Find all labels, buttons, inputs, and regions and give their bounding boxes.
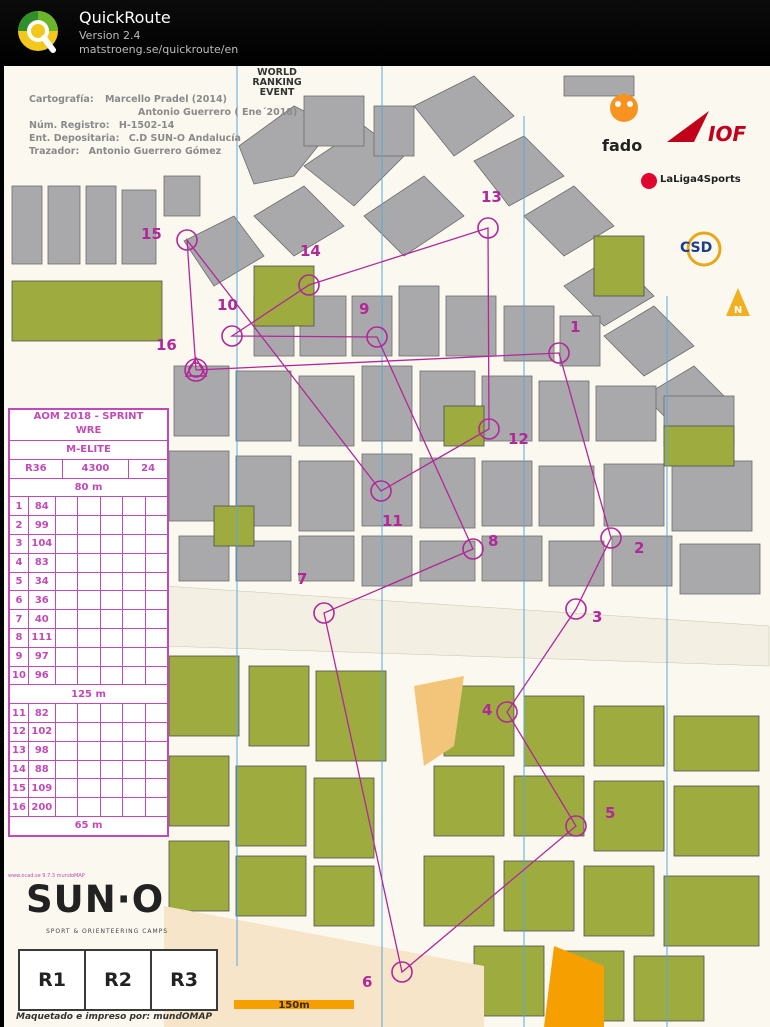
trazador-value: Antonio Guerrero Gómez xyxy=(88,146,222,157)
desc-symbol-cell xyxy=(123,610,145,628)
desc-symbol-cell xyxy=(146,629,167,647)
desc-symbol-cell xyxy=(146,667,167,685)
desc-row xyxy=(10,609,167,628)
desc-symbol-cell xyxy=(146,591,167,609)
desc-symbol-cell xyxy=(101,648,123,666)
desc-row xyxy=(10,515,167,534)
control-number-5: 5 xyxy=(605,804,616,822)
desc-row xyxy=(10,778,167,797)
desc-symbol-cell xyxy=(56,704,78,722)
desc-row-number: 15 xyxy=(10,779,29,797)
registro-value: H-1502-14 xyxy=(118,120,175,131)
desc-row-number: 16 xyxy=(10,798,29,816)
desc-symbol-cell xyxy=(101,761,123,779)
desc-symbol-cell xyxy=(101,704,123,722)
control-number-6: 6 xyxy=(362,973,373,991)
desc-symbol-cell xyxy=(56,779,78,797)
desc-symbol-cell xyxy=(56,516,78,534)
desc-mid-leg-length: 125 m xyxy=(71,688,106,700)
app-title: QuickRoute xyxy=(79,8,171,27)
desc-row-number: 12 xyxy=(10,723,29,741)
title-bar xyxy=(0,0,770,66)
desc-symbol-cell xyxy=(146,610,167,628)
desc-row xyxy=(10,553,167,572)
trazador-row xyxy=(29,146,221,157)
orienteering-map[interactable] xyxy=(4,66,770,1027)
desc-symbol-cell xyxy=(56,798,78,816)
desc-row-code: 98 xyxy=(29,742,56,760)
desc-symbol-cell xyxy=(146,573,167,591)
desc-symbol-cell xyxy=(78,742,100,760)
depositaria-row xyxy=(29,133,241,144)
desc-row-code: 104 xyxy=(29,535,56,553)
desc-row-code: 200 xyxy=(29,798,56,816)
desc-symbol-cell xyxy=(56,497,78,515)
desc-symbol-cell xyxy=(78,516,100,534)
scale-bar-label: 150m xyxy=(278,1000,310,1011)
desc-rows xyxy=(10,496,167,816)
desc-symbol-cell xyxy=(101,798,123,816)
desc-row-code: 102 xyxy=(29,723,56,741)
desc-finish-leg-length: 65 m xyxy=(74,820,103,832)
desc-symbol-cell xyxy=(101,497,123,515)
desc-course: R36 xyxy=(10,460,63,478)
desc-symbol-cell xyxy=(78,573,100,591)
desc-start-leg-length: 80 m xyxy=(74,481,103,493)
desc-symbol-cell xyxy=(101,591,123,609)
control-description-sheet xyxy=(8,408,169,837)
control-number-1: 1 xyxy=(570,318,581,336)
world-ranking-event-label: WORLD RANKING EVENT xyxy=(252,67,302,98)
desc-climb: 24 xyxy=(141,463,156,475)
desc-row-number: 1 xyxy=(10,497,29,515)
desc-row-number: 14 xyxy=(10,761,29,779)
app-url[interactable]: matstroeng.se/quickroute/en xyxy=(79,43,239,56)
desc-symbol-cell xyxy=(123,535,145,553)
quickroute-logo-icon xyxy=(15,8,61,58)
desc-row xyxy=(10,797,167,816)
iof-label: IOF xyxy=(708,122,747,146)
desc-title: AOM 2018 - SPRINT WRE xyxy=(33,411,144,436)
desc-row xyxy=(10,666,167,685)
desc-symbol-cell xyxy=(56,723,78,741)
desc-start-leg xyxy=(10,478,167,497)
desc-course-row xyxy=(10,459,167,478)
cartografia-value-1: Marcello Pradel (2014) xyxy=(104,94,227,105)
desc-symbol-cell xyxy=(146,779,167,797)
desc-row xyxy=(10,590,167,609)
depositaria-label: Ent. Depositaria: xyxy=(29,133,120,144)
desc-symbol-cell xyxy=(56,610,78,628)
desc-symbol-cell xyxy=(101,779,123,797)
control-number-11: 11 xyxy=(382,512,403,530)
control-number-16: 16 xyxy=(156,336,177,354)
desc-symbol-cell xyxy=(78,723,100,741)
route-box-r3: R3 xyxy=(150,949,218,1011)
control-number-10: 10 xyxy=(217,296,238,314)
control-number-4: 4 xyxy=(482,701,493,719)
control-number-2: 2 xyxy=(634,539,645,557)
desc-row-number: 10 xyxy=(10,667,29,685)
desc-row-code: 40 xyxy=(29,610,56,628)
laliga-label: LaLiga4Sports xyxy=(660,174,741,185)
control-number-7: 7 xyxy=(297,570,308,588)
desc-symbol-cell xyxy=(123,723,145,741)
desc-row-code: 83 xyxy=(29,554,56,572)
desc-symbol-cell xyxy=(78,779,100,797)
sun-o-tagline: SPORT & ORIENTEERING CAMPS xyxy=(46,928,169,935)
map-credits xyxy=(29,94,227,105)
registro-label: Núm. Registro: xyxy=(29,120,110,131)
desc-symbol-cell xyxy=(78,667,100,685)
desc-row-number: 2 xyxy=(10,516,29,534)
desc-row-code: 36 xyxy=(29,591,56,609)
desc-symbol-cell xyxy=(123,742,145,760)
desc-row xyxy=(10,741,167,760)
desc-row-number: 4 xyxy=(10,554,29,572)
desc-symbol-cell xyxy=(101,610,123,628)
desc-symbol-cell xyxy=(56,535,78,553)
csd-label: CSD xyxy=(680,240,713,256)
desc-symbol-cell xyxy=(78,554,100,572)
sun-o-logo: SUN·O xyxy=(26,878,165,921)
desc-symbol-cell xyxy=(123,591,145,609)
desc-symbol-cell xyxy=(78,610,100,628)
desc-row xyxy=(10,703,167,722)
desc-symbol-cell xyxy=(78,629,100,647)
desc-symbol-cell xyxy=(146,723,167,741)
svg-text:N: N xyxy=(733,305,743,316)
desc-symbol-cell xyxy=(146,761,167,779)
desc-symbol-cell xyxy=(78,497,100,515)
desc-row xyxy=(10,722,167,741)
desc-symbol-cell xyxy=(123,648,145,666)
desc-symbol-cell xyxy=(56,573,78,591)
control-number-3: 3 xyxy=(592,608,603,626)
desc-row-code: 109 xyxy=(29,779,56,797)
registro-row xyxy=(29,120,174,131)
desc-symbol-cell xyxy=(123,573,145,591)
desc-symbol-cell xyxy=(146,497,167,515)
desc-class: M-ELITE xyxy=(10,440,167,459)
desc-row-code: 88 xyxy=(29,761,56,779)
desc-symbol-cell xyxy=(123,704,145,722)
desc-symbol-cell xyxy=(123,497,145,515)
desc-symbol-cell xyxy=(146,554,167,572)
desc-symbol-cell xyxy=(78,704,100,722)
desc-symbol-cell xyxy=(56,554,78,572)
desc-row-code: 99 xyxy=(29,516,56,534)
desc-symbol-cell xyxy=(78,591,100,609)
control-number-9: 9 xyxy=(359,300,370,318)
desc-symbol-cell xyxy=(146,798,167,816)
desc-symbol-cell xyxy=(56,761,78,779)
desc-symbol-cell xyxy=(101,535,123,553)
desc-row-number: 9 xyxy=(10,648,29,666)
depositaria-value: C.D SUN-O Andalucía xyxy=(128,133,241,144)
desc-symbol-cell xyxy=(146,742,167,760)
desc-symbol-cell xyxy=(101,516,123,534)
fado-logo-icon xyxy=(610,94,638,122)
control-number-15: 15 xyxy=(141,225,162,243)
desc-row-number: 5 xyxy=(10,573,29,591)
desc-finish-leg xyxy=(10,816,167,835)
desc-symbol-cell xyxy=(123,779,145,797)
desc-symbol-cell xyxy=(56,667,78,685)
desc-row-number: 3 xyxy=(10,535,29,553)
cartografia-value-2: Antonio Guerrero ( Ene´2018) xyxy=(138,107,298,118)
trazador-label: Trazador: xyxy=(29,146,80,157)
desc-length: 4300 xyxy=(63,460,130,478)
app-version: Version 2.4 xyxy=(79,29,141,42)
desc-row-code: 97 xyxy=(29,648,56,666)
desc-symbol-cell xyxy=(123,554,145,572)
control-number-13: 13 xyxy=(481,188,502,206)
desc-row-code: 84 xyxy=(29,497,56,515)
desc-symbol-cell xyxy=(101,723,123,741)
desc-symbol-cell xyxy=(56,648,78,666)
desc-symbol-cell xyxy=(146,535,167,553)
desc-symbol-cell xyxy=(123,798,145,816)
desc-symbol-cell xyxy=(56,742,78,760)
desc-symbol-cell xyxy=(101,629,123,647)
desc-row xyxy=(10,572,167,591)
desc-symbol-cell xyxy=(78,761,100,779)
desc-symbol-cell xyxy=(78,535,100,553)
desc-row-code: 111 xyxy=(29,629,56,647)
desc-symbol-cell xyxy=(56,629,78,647)
desc-row-number: 6 xyxy=(10,591,29,609)
desc-symbol-cell xyxy=(123,761,145,779)
desc-row xyxy=(10,647,167,666)
desc-row xyxy=(10,496,167,515)
laliga-logo-icon xyxy=(641,173,657,189)
route-box-r2: R2 xyxy=(84,949,152,1011)
desc-symbol-cell xyxy=(101,554,123,572)
desc-symbol-cell xyxy=(78,798,100,816)
desc-mid-leg xyxy=(10,684,167,703)
desc-symbol-cell xyxy=(123,667,145,685)
ocad-credit: www.ocad.se 9.7.3 mundoMAP xyxy=(8,873,85,879)
desc-symbol-cell xyxy=(101,667,123,685)
control-number-14: 14 xyxy=(300,242,321,260)
desc-row xyxy=(10,628,167,647)
desc-symbol-cell xyxy=(146,648,167,666)
fado-label: fado xyxy=(602,136,643,155)
desc-row xyxy=(10,534,167,553)
cartografia-label: Cartografía: xyxy=(29,94,94,105)
desc-symbol-cell xyxy=(123,629,145,647)
desc-row-code: 96 xyxy=(29,667,56,685)
desc-row-number: 8 xyxy=(10,629,29,647)
desc-symbol-cell xyxy=(56,591,78,609)
desc-symbol-cell xyxy=(101,573,123,591)
desc-row-code: 82 xyxy=(29,704,56,722)
desc-symbol-cell xyxy=(101,742,123,760)
desc-row-number: 13 xyxy=(10,742,29,760)
desc-row-number: 7 xyxy=(10,610,29,628)
desc-symbol-cell xyxy=(78,648,100,666)
desc-symbol-cell xyxy=(123,516,145,534)
route-box-r1: R1 xyxy=(18,949,86,1011)
desc-row-code: 34 xyxy=(29,573,56,591)
control-number-12: 12 xyxy=(508,430,529,448)
control-number-8: 8 xyxy=(488,532,499,550)
printed-by-credit: Maquetado e impreso por: mundOMAP xyxy=(16,1012,213,1022)
desc-symbol-cell xyxy=(146,704,167,722)
desc-row-number: 11 xyxy=(10,704,29,722)
desc-row xyxy=(10,760,167,779)
desc-symbol-cell xyxy=(146,516,167,534)
